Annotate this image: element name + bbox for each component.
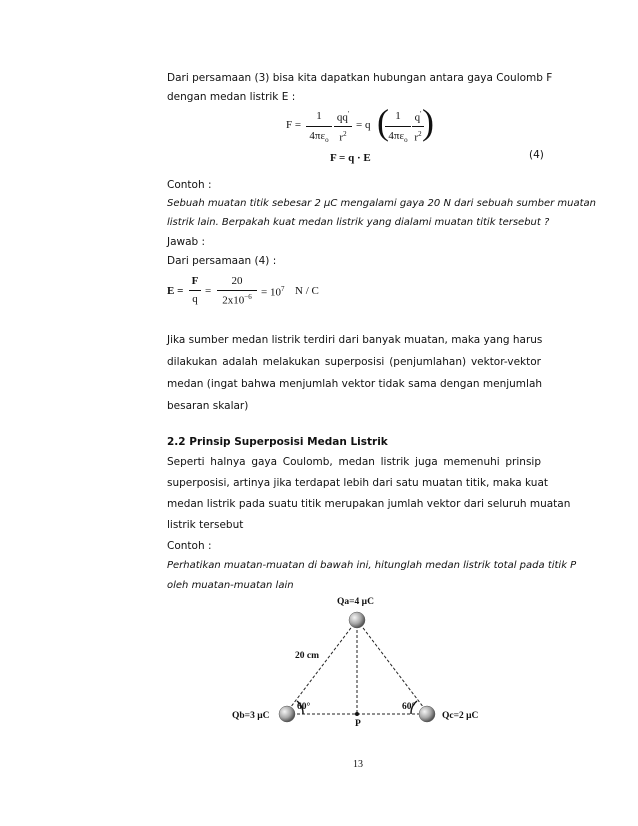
answer-intro: Dari persamaan (4) :	[167, 255, 277, 267]
paragraph-1-line-4: besaran skalar)	[167, 400, 249, 412]
intro-line-1: Dari persamaan (3) bisa kita dapatkan hubungan antara gaya Coulomb F	[167, 72, 553, 84]
charge-qb	[279, 706, 295, 722]
calc-den-2: $2x10^{-6}$	[222, 293, 252, 307]
eq-den-3: $4\pi\varepsilon_o$	[388, 130, 408, 145]
eq-num-1: 1	[316, 110, 322, 122]
label-qa: Qa=4 μC	[337, 597, 374, 607]
calc-num-1: F	[191, 275, 199, 287]
eq-num-3: 1	[395, 110, 401, 122]
triangle-side-right	[357, 620, 427, 712]
eq-den-1: $4\pi\varepsilon_o$	[309, 130, 329, 145]
label-point-p: P	[355, 719, 361, 729]
eq-den-4: $r^2$	[414, 130, 422, 144]
example-heading-2: Contoh :	[167, 540, 212, 552]
eq-den-2: $r^2$	[339, 130, 347, 144]
coulomb-equation: F = 1 $4\pi\varepsilon_o$ qq' $r^2$ = q ( 1 $4\pi\varepsilon_o$ q' $r^2$ )	[286, 102, 434, 145]
section-line-4: listrik tersebut	[167, 519, 244, 531]
calc-unit: N / C	[295, 285, 319, 297]
example-heading-1: Contoh :	[167, 179, 212, 191]
example-2-question-line-2: oleh muatan-muatan lain	[167, 580, 294, 591]
eq-lhs: F =	[286, 119, 302, 131]
eq-mid: = q	[356, 119, 371, 131]
label-angle-left: 60°	[297, 702, 311, 712]
field-equation: F = q · E	[330, 152, 371, 164]
paragraph-1-line-1: Jika sumber medan listrik terdiri dari banyak muatan, maka yang harus	[167, 334, 543, 346]
field-calculation	[167, 272, 327, 308]
paragraph-1-line-2: dilakukan adalah melakukan superposisi (penjumlahan) vektor-vektor	[167, 356, 541, 368]
intro-line-2: dengan medan listrik E :	[167, 91, 296, 103]
label-angle-right: 60°	[402, 702, 416, 712]
label-qb: Qb=3 μC	[232, 711, 270, 721]
section-title: 2.2 Prinsip Superposisi Medan Listrik	[167, 436, 388, 448]
calc-lhs: E =	[167, 285, 184, 297]
equation-number: (4)	[529, 149, 544, 161]
example-question-line-1: Sebuah muatan titik sebesar 2 μC mengalami gaya 20 N dari sebuah sumber muatan	[167, 198, 597, 209]
label-side-length: 20 cm	[295, 651, 320, 661]
charge-qc	[419, 706, 435, 722]
eq-num-2: qq'	[336, 110, 350, 124]
section-line-3: medan listrik pada suatu titik merupakan jumlah vektor dari seluruh muatan	[167, 498, 571, 510]
label-qc: Qc=2 μC	[442, 711, 479, 721]
point-p-marker	[355, 712, 359, 716]
page-number: 13	[353, 759, 363, 770]
answer-label: Jawab :	[167, 236, 206, 248]
triangle-side-left	[287, 620, 357, 712]
calc-den-1: q	[192, 293, 198, 305]
calc-rhs: = $10^7$	[261, 285, 285, 299]
charge-qa	[349, 612, 365, 628]
section-line-2: superposisi, artinya jika terdapat lebih dari satu muatan titik, maka kuat	[167, 477, 549, 489]
calc-num-2: 20	[231, 275, 243, 287]
example-question-line-2: listrik lain. Berpakah kuat medan listrik yang dialami muatan titik tersebut ?	[167, 217, 550, 228]
eq-num-4: q'	[414, 110, 422, 124]
example-2-question-line-1: Perhatikan muatan-muatan di bawah ini, hitunglah medan listrik total pada titik P	[167, 560, 577, 571]
paragraph-1-line-3: medan (ingat bahwa menjumlah vektor tidak sama dengan menjumlah	[167, 378, 543, 390]
section-line-1: Seperti halnya gaya Coulomb, medan listrik juga memenuhi prinsip	[167, 456, 541, 468]
calc-eq: =	[205, 285, 212, 297]
